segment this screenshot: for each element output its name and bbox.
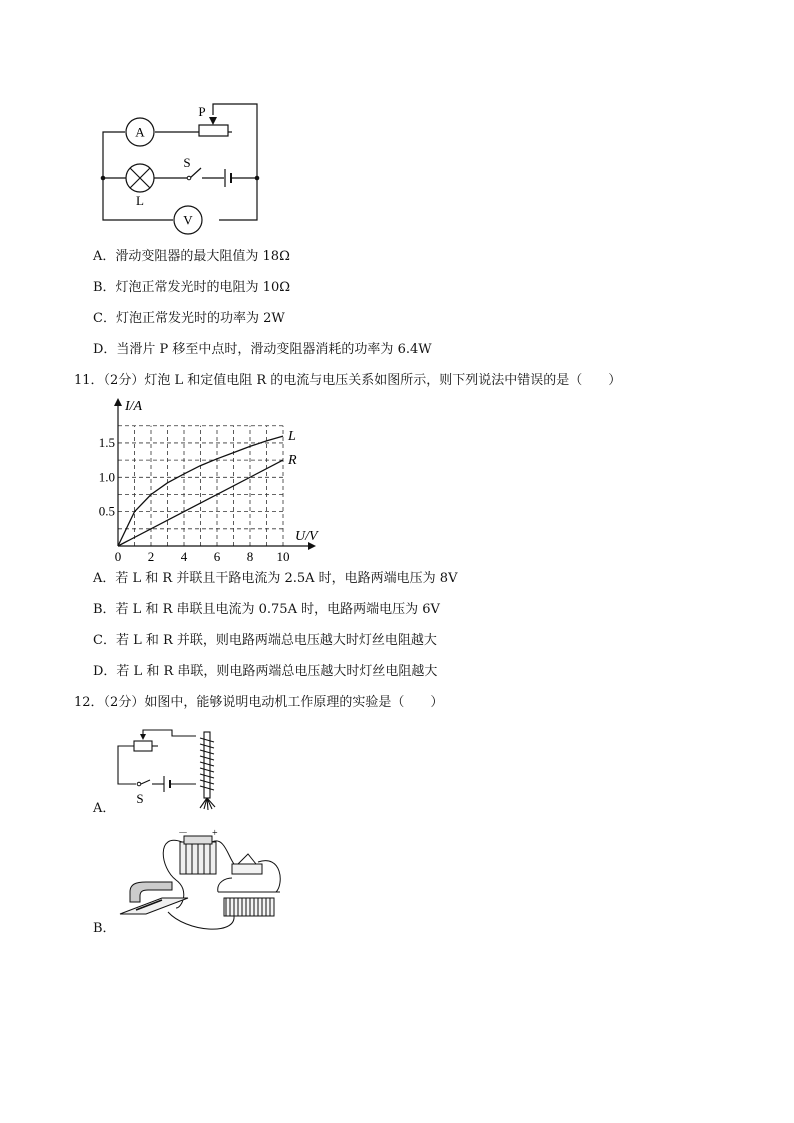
q11-option-a: A．若 L 和 R 并联且干路电流为 2.5A 时，电路两端电压为 8V <box>93 571 458 586</box>
q12-option-b-label: B． <box>93 921 116 936</box>
circuit-wire <box>141 780 150 784</box>
x-tick-label: 4 <box>180 549 188 564</box>
x-axis-label: U/V <box>295 529 318 544</box>
battery-plus-label: + <box>212 828 218 839</box>
x-tick-label: 0 <box>114 549 122 564</box>
series-label-L: L <box>288 429 296 445</box>
ammeter-label: A <box>135 124 145 140</box>
switch-label: S <box>183 155 191 170</box>
q12-option-a-label: A． <box>93 801 116 816</box>
circuit-wire <box>218 878 232 892</box>
knife-switch-base <box>232 864 262 874</box>
junction-dot <box>101 176 106 181</box>
switch-contact <box>137 782 141 786</box>
slider-arrow <box>140 734 146 740</box>
q11-stem: 11．（2分）灯泡 L 和定值电阻 R 的电流与电压关系如图所示，则下列说法中错误的是（ ） <box>74 373 622 388</box>
knife-switch-blade <box>238 854 256 864</box>
x-tick-label: 10 <box>276 549 290 564</box>
switch-label: S <box>136 791 144 806</box>
rheostat-symbol <box>134 741 152 751</box>
junction-dot <box>255 176 260 181</box>
q12-option-a-diagram <box>110 724 240 812</box>
x-tick-label: 6 <box>213 549 221 564</box>
y-tick-label: 0.5 <box>98 503 115 519</box>
circuit-wire <box>118 746 134 778</box>
q10-option-b: B．灯泡正常发光时的电阻为 10Ω <box>93 280 291 295</box>
q10-option-d: D．当滑片 P 移至中点时，滑动变阻器消耗的功率为 6.4W <box>93 342 432 357</box>
q11-iv-chart <box>96 392 336 568</box>
q12-stem: 12．（2分）如图中，能够说明电动机工作原理的实验是（ ） <box>74 695 444 710</box>
q11-option-b: B．若 L 和 R 串联且电流为 0.75A 时，电路两端电压为 6V <box>93 602 440 617</box>
lamp-cross <box>130 168 150 188</box>
slider-arrow <box>209 117 217 125</box>
coil-winding <box>200 738 214 790</box>
switch-contact <box>187 176 191 180</box>
q10-option-a: A．滑动变阻器的最大阻值为 18Ω <box>93 249 290 264</box>
battery-minus-label: － <box>178 828 188 839</box>
circuit-wire <box>143 730 196 738</box>
y-axis-label: I/A <box>125 399 143 414</box>
y-tick-label: 1.0 <box>98 469 115 485</box>
circuit-wire <box>190 168 201 178</box>
circuit-wire <box>213 104 257 220</box>
rheostat-symbol <box>199 125 228 136</box>
voltmeter-label: V <box>183 212 193 228</box>
y-tick-label: 1.5 <box>98 434 115 450</box>
q11-option-d: D．若 L 和 R 串联，则电路两端总电压越大时灯丝电阻越大 <box>93 664 438 679</box>
x-tick-label: 8 <box>246 549 254 564</box>
x-tick-label: 2 <box>147 549 155 564</box>
q12-option-b-diagram <box>116 828 292 938</box>
circuit-wire <box>118 778 136 784</box>
iron-filings <box>200 798 215 810</box>
q11-option-c: C．若 L 和 R 并联，则电路两端总电压越大时灯丝电阻越大 <box>93 633 437 648</box>
circuit-wire <box>103 132 125 178</box>
lamp-label: L <box>136 193 144 208</box>
q10-circuit-diagram <box>95 100 270 235</box>
y-axis-arrow <box>114 398 122 406</box>
q10-option-c: C．灯泡正常发光时的功率为 2W <box>93 311 285 326</box>
battery-top <box>184 836 212 844</box>
series-label-R: R <box>288 453 297 469</box>
slider-label: P <box>198 104 206 119</box>
